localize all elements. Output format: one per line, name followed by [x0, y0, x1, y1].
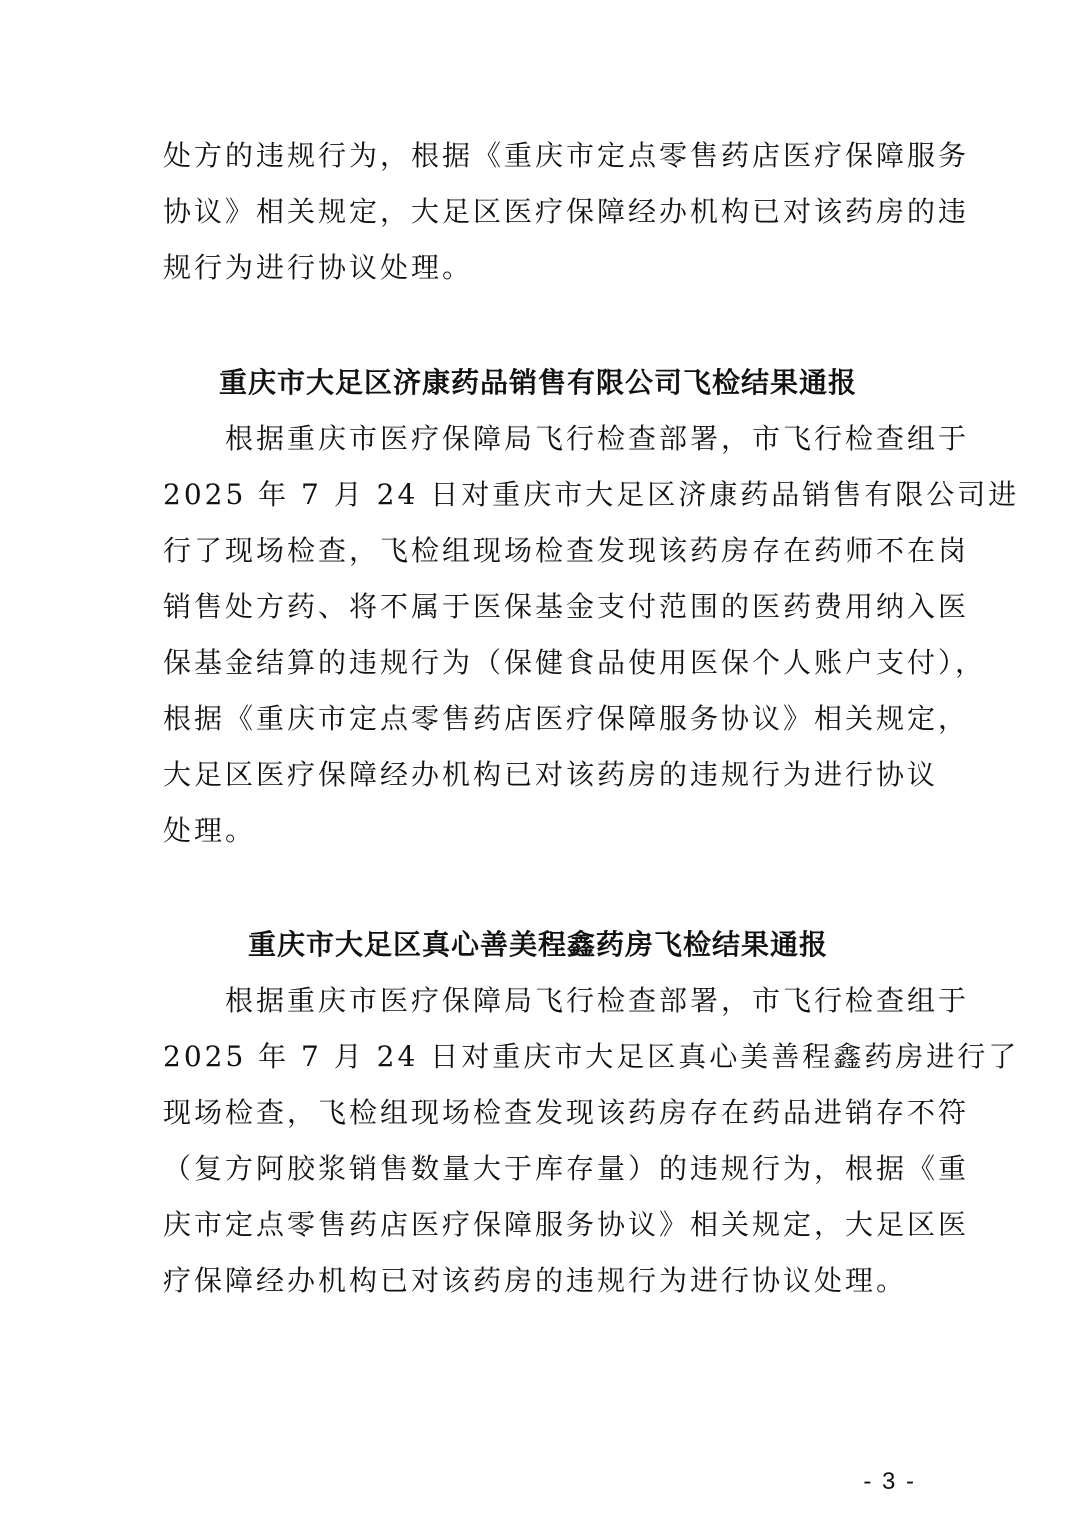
- paragraph-line: 现场检查，飞检组现场检查发现该药房存在药品进销存不符: [163, 1096, 970, 1129]
- paragraph-line: 处方的违规行为，根据《重庆市定点零售药店医疗保障服务: [163, 139, 970, 172]
- section1-title: 重庆市大足区济康药品销售有限公司飞检结果通报: [218, 366, 857, 399]
- paragraph-line: 2025 年 7 月 24 日对重庆市大足区济康药品销售有限公司进: [163, 478, 1020, 511]
- paragraph-line: （复方阿胶浆销售数量大于库存量）的违规行为，根据《重: [163, 1152, 970, 1185]
- paragraph-line: 庆市定点零售药店医疗保障服务协议》相关规定，大足区医: [163, 1208, 970, 1241]
- paragraph-line: 协议》相关规定，大足区医疗保障经办机构已对该药房的违: [163, 195, 970, 228]
- paragraph-line: 根据重庆市医疗保障局飞行检查部署，市飞行检查组于: [163, 422, 970, 455]
- section1-paragraph: [163, 411, 1020, 859]
- paragraph-line: 保基金结算的违规行为（保健食品使用医保个人账户支付），: [163, 646, 987, 679]
- paragraph-line: 根据《重庆市定点零售药店医疗保障服务协议》相关规定，: [163, 702, 970, 735]
- paragraph-line: 行了现场检查，飞检组现场检查发现该药房存在药师不在岗: [163, 534, 970, 567]
- paragraph-line: 疗保障经办机构已对该药房的违规行为进行协议处理。: [163, 1264, 908, 1297]
- section2-title: 重庆市大足区真心善美程鑫药房飞检结果通报: [247, 928, 828, 961]
- paragraph-line: 根据重庆市医疗保障局飞行检查部署，市飞行检查组于: [163, 984, 970, 1017]
- intro-paragraph: [163, 128, 970, 296]
- paragraph-line: 处理。: [163, 814, 257, 847]
- section2-paragraph: [163, 973, 1020, 1309]
- paragraph-line: 大足区医疗保障经办机构已对该药房的违规行为进行协议: [163, 758, 939, 791]
- page-number: - 3 -: [863, 1468, 916, 1495]
- paragraph-line: 规行为进行协议处理。: [163, 251, 474, 284]
- paragraph-line: 2025 年 7 月 24 日对重庆市大足区真心美善程鑫药房进行了: [163, 1040, 1020, 1073]
- paragraph-line: 销售处方药、将不属于医保基金支付范围的医药费用纳入医: [163, 590, 970, 623]
